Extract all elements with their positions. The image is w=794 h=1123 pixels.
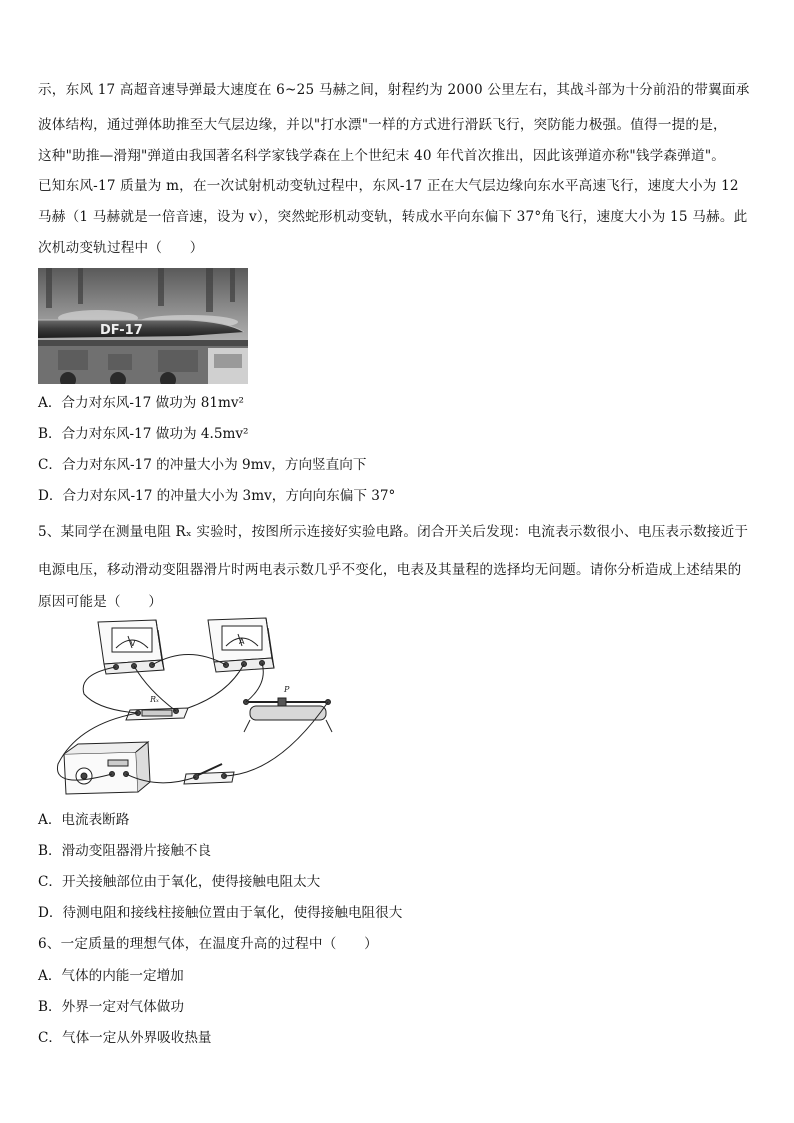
q5-option-b[interactable]: B．滑动变阻器滑片接触不良 bbox=[38, 843, 212, 859]
q5-option-a[interactable]: A．电流表断路 bbox=[38, 812, 130, 828]
ammeter-label: A bbox=[239, 637, 245, 646]
q4-text-line-1: 示，东风 17 高超音速导弹最大速度在 6~25 马赫之间，射程约为 2000 公里左右，其战斗部为十分前沿的带翼面承 bbox=[38, 82, 750, 98]
slider-label: P bbox=[284, 685, 290, 694]
voltmeter-label: V bbox=[130, 639, 136, 648]
q6-option-b[interactable]: B．外界一定对气体做功 bbox=[38, 999, 184, 1015]
power-supply bbox=[64, 742, 150, 794]
rheostat bbox=[244, 685, 333, 732]
q4-option-b[interactable]: B．合力对东风-17 做功为 4.5mv² bbox=[38, 426, 249, 442]
q5-option-d[interactable]: D．待测电阻和接线柱接触位置由于氧化，使得接触电阻很大 bbox=[38, 905, 403, 921]
q4-text-line-6: 次机动变轨过程中（ ） bbox=[38, 240, 204, 256]
circuit-diagram bbox=[38, 614, 338, 804]
ammeter bbox=[208, 618, 274, 672]
q6-option-a[interactable]: A．气体的内能一定增加 bbox=[38, 968, 184, 984]
q4-option-d[interactable]: D．合力对东风-17 的冲量大小为 3mv，方向向东偏下 37° bbox=[38, 488, 396, 504]
q4-option-c[interactable]: C．合力对东风-17 的冲量大小为 9mv，方向竖直向下 bbox=[38, 457, 367, 473]
q4-text-line-3: 这种"助推—滑翔"弹道由我国著名科学家钱学森在上个世纪末 40 年代首次推出，因此该弹道亦称"钱学森弹道"。 bbox=[38, 148, 726, 164]
q5-option-c[interactable]: C．开关接触部位由于氧化，使得接触电阻太大 bbox=[38, 874, 321, 890]
q6-stem: 6、一定质量的理想气体，在温度升高的过程中（ ） bbox=[38, 936, 378, 952]
q4-text-line-5: 马赫（1 马赫就是一倍音速，设为 v），突然蛇形机动变轨，转成水平向东偏下 37°角飞行，速度大小为 15 马赫。此 bbox=[38, 209, 748, 225]
q6-option-c[interactable]: C．气体一定从外界吸收热量 bbox=[38, 1030, 212, 1046]
voltmeter bbox=[98, 620, 164, 674]
q5-text-line-2: 电源电压，移动滑动变阻器滑片时两电表示数几乎不变化，电表及其量程的选择均无问题。请你分析造成上述结果的 bbox=[38, 562, 742, 578]
q4-text-line-2: 波体结构，通过弹体助推至大气层边缘，并以"打水漂"一样的方式进行滑跃飞行，突防能力极强。值得一提的是， bbox=[38, 117, 727, 133]
resistor-label: Rₓ bbox=[150, 695, 159, 704]
q5-text-line-1: 5、某同学在测量电阻 Rₓ 实验时，按图所示连接好实验电路。闭合开关后发现：电流表示数很小、电压表示数接近于 bbox=[38, 524, 749, 540]
resistor-rx bbox=[126, 695, 188, 720]
q4-text-line-4: 已知东风-17 质量为 m，在一次试射机动变轨过程中，东风-17 正在大气层边缘向东水平高速飞行，速度大小为 12 bbox=[38, 178, 739, 194]
switch bbox=[184, 764, 234, 784]
df17-missile-photo bbox=[38, 268, 248, 384]
df17-label: DF-17 bbox=[100, 323, 143, 338]
q4-option-a[interactable]: A．合力对东风-17 做功为 81mv² bbox=[38, 395, 245, 411]
q5-text-line-3: 原因可能是（ ） bbox=[38, 594, 163, 610]
